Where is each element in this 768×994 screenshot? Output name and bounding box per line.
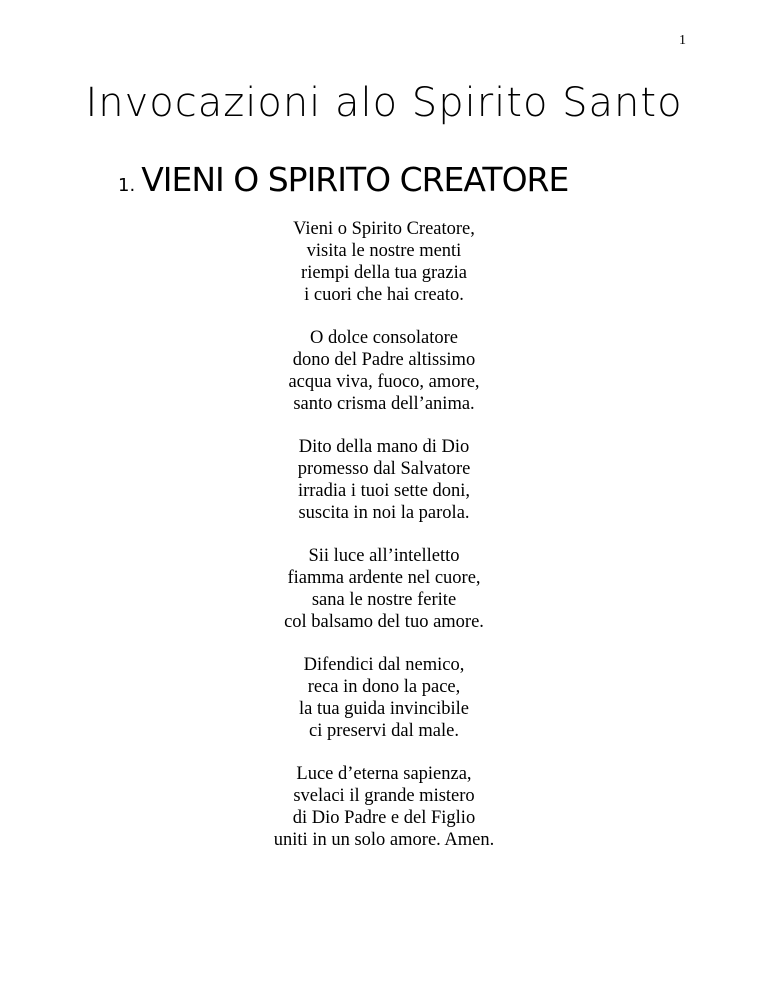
- poem-line: Sii luce all’intelletto: [308, 546, 460, 566]
- poem-line: ci preservi dal male.: [309, 721, 459, 741]
- poem-line: visita le nostre menti: [306, 241, 462, 261]
- poem-line: Vieni o Spirito Creatore,: [293, 219, 475, 239]
- poem-line: sana le nostre ferite: [311, 590, 457, 610]
- poem-line: svelaci il grande mistero: [293, 786, 475, 806]
- poem-line: irradia i tuoi sette doni,: [297, 481, 471, 501]
- poem-line: acqua viva, fuoco, amore,: [288, 372, 480, 392]
- poem-line: uniti in un solo amore. Amen.: [273, 830, 495, 850]
- poem-line: riempi della tua grazia: [301, 263, 467, 283]
- poem-line: suscita in noi la parola.: [298, 503, 470, 523]
- stanza: [0, 763, 768, 851]
- stanza: [0, 327, 768, 415]
- section-title: VIENI O SPIRITO CREATORE: [141, 160, 569, 199]
- poem: [0, 218, 768, 872]
- poem-line: dono del Padre altissimo: [292, 350, 476, 370]
- poem-line: col balsamo del tuo amore.: [284, 612, 484, 632]
- poem-line: promesso dal Salvatore: [297, 459, 471, 479]
- stanza: [0, 654, 768, 742]
- stanza: [0, 218, 768, 306]
- poem-line: la tua guida invincibile: [298, 699, 470, 719]
- poem-line: i cuori che hai creato.: [304, 285, 464, 305]
- poem-line: di Dio Padre e del Figlio: [292, 808, 476, 828]
- poem-line: santo crisma dell’anima.: [293, 394, 475, 414]
- page-title: Invocazioni alo Spirito Santo: [85, 80, 683, 126]
- stanza: [0, 436, 768, 524]
- poem-line: Luce d’eterna sapienza,: [296, 764, 472, 784]
- poem-line: fiamma ardente nel cuore,: [287, 568, 481, 588]
- poem-line: Dito della mano di Dio: [298, 437, 470, 457]
- section-heading: [118, 160, 568, 199]
- poem-line: O dolce consolatore: [310, 328, 458, 348]
- stanza: [0, 545, 768, 633]
- page-number: 1: [679, 33, 686, 48]
- poem-line: Difendici dal nemico,: [303, 655, 465, 675]
- poem-line: reca in dono la pace,: [307, 677, 461, 697]
- section-number: 1.: [118, 175, 136, 196]
